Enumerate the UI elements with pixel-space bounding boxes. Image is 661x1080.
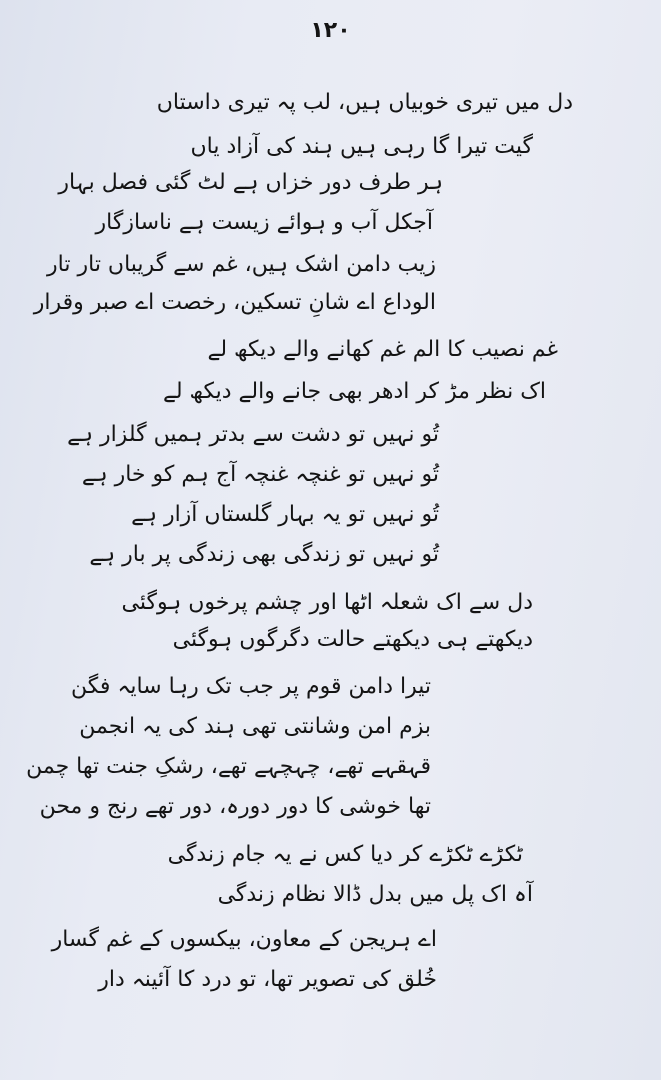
verse-line: تُو نہیں تو غنچہ غنچہ آج ہم کو خار ہے (81, 462, 439, 487)
verse-line: بزم امن وشانتی تھی ہند کی یہ انجمن (79, 714, 431, 739)
verse-line: ہر طرف دور خزاں ہے لٹ گئی فصل بہار (58, 170, 443, 195)
verse-line: تُو نہیں تو دشت سے بدتر ہمیں گلزار ہے (67, 422, 439, 447)
verse-line: آجکل آب و ہوائے زیست ہے ناسازگار (95, 210, 433, 235)
page-number: ۱۲۰ (310, 18, 351, 43)
verse-line: قہقہے تھے، چہچہے تھے، رشکِ جنت تھا چمن (26, 754, 431, 779)
verse-line: ٹکڑے ٹکڑے کر دیا کس نے یہ جام زندگی (167, 842, 523, 867)
verse-line: الوداع اے شانِ تسکین، رخصت اے صبر وقرار (33, 290, 436, 315)
verse-line: اے ہریجن کے معاون، بیکسوں کے غم گسار (51, 927, 437, 952)
verse-line: اک نظر مڑ کر ادھر بھی جانے والے دیکھ لے (162, 379, 546, 404)
verse-line: آہ اک پل میں بدل ڈالا نظام زندگی (217, 882, 533, 907)
verse-line: تُو نہیں تو زندگی بھی زندگی پر بار ہے (89, 542, 439, 567)
verse-line: دیکھتے ہی دیکھتے حالت دگرگوں ہوگئی (172, 627, 533, 652)
verse-line: غم نصیب کا الم غم کھانے والے دیکھ لے (207, 337, 558, 362)
verse-line: خُلق کی تصویر تھا، تو درد کا آئینہ دار (98, 967, 437, 992)
verse-line: گیت تیرا گا رہی ہیں ہند کی آزاد یاں (190, 134, 533, 159)
verse-line: تُو نہیں تو یہ بہار گلستاں آزار ہے (131, 502, 439, 527)
verse-line: دل میں تیری خوبیاں ہیں، لب پہ تیری داستاں (156, 90, 573, 115)
verse-line: زیب دامن اشک ہیں، غم سے گریباں تار تار (47, 252, 436, 277)
verse-line: تھا خوشی کا دور دورہ، دور تھے رنج و محن (39, 794, 431, 819)
verse-line: دل سے اک شعلہ اٹھا اور چشم پرخوں ہوگئی (121, 590, 533, 615)
verse-line: تیرا دامن قوم پر جب تک رہا سایہ فگن (71, 674, 431, 699)
